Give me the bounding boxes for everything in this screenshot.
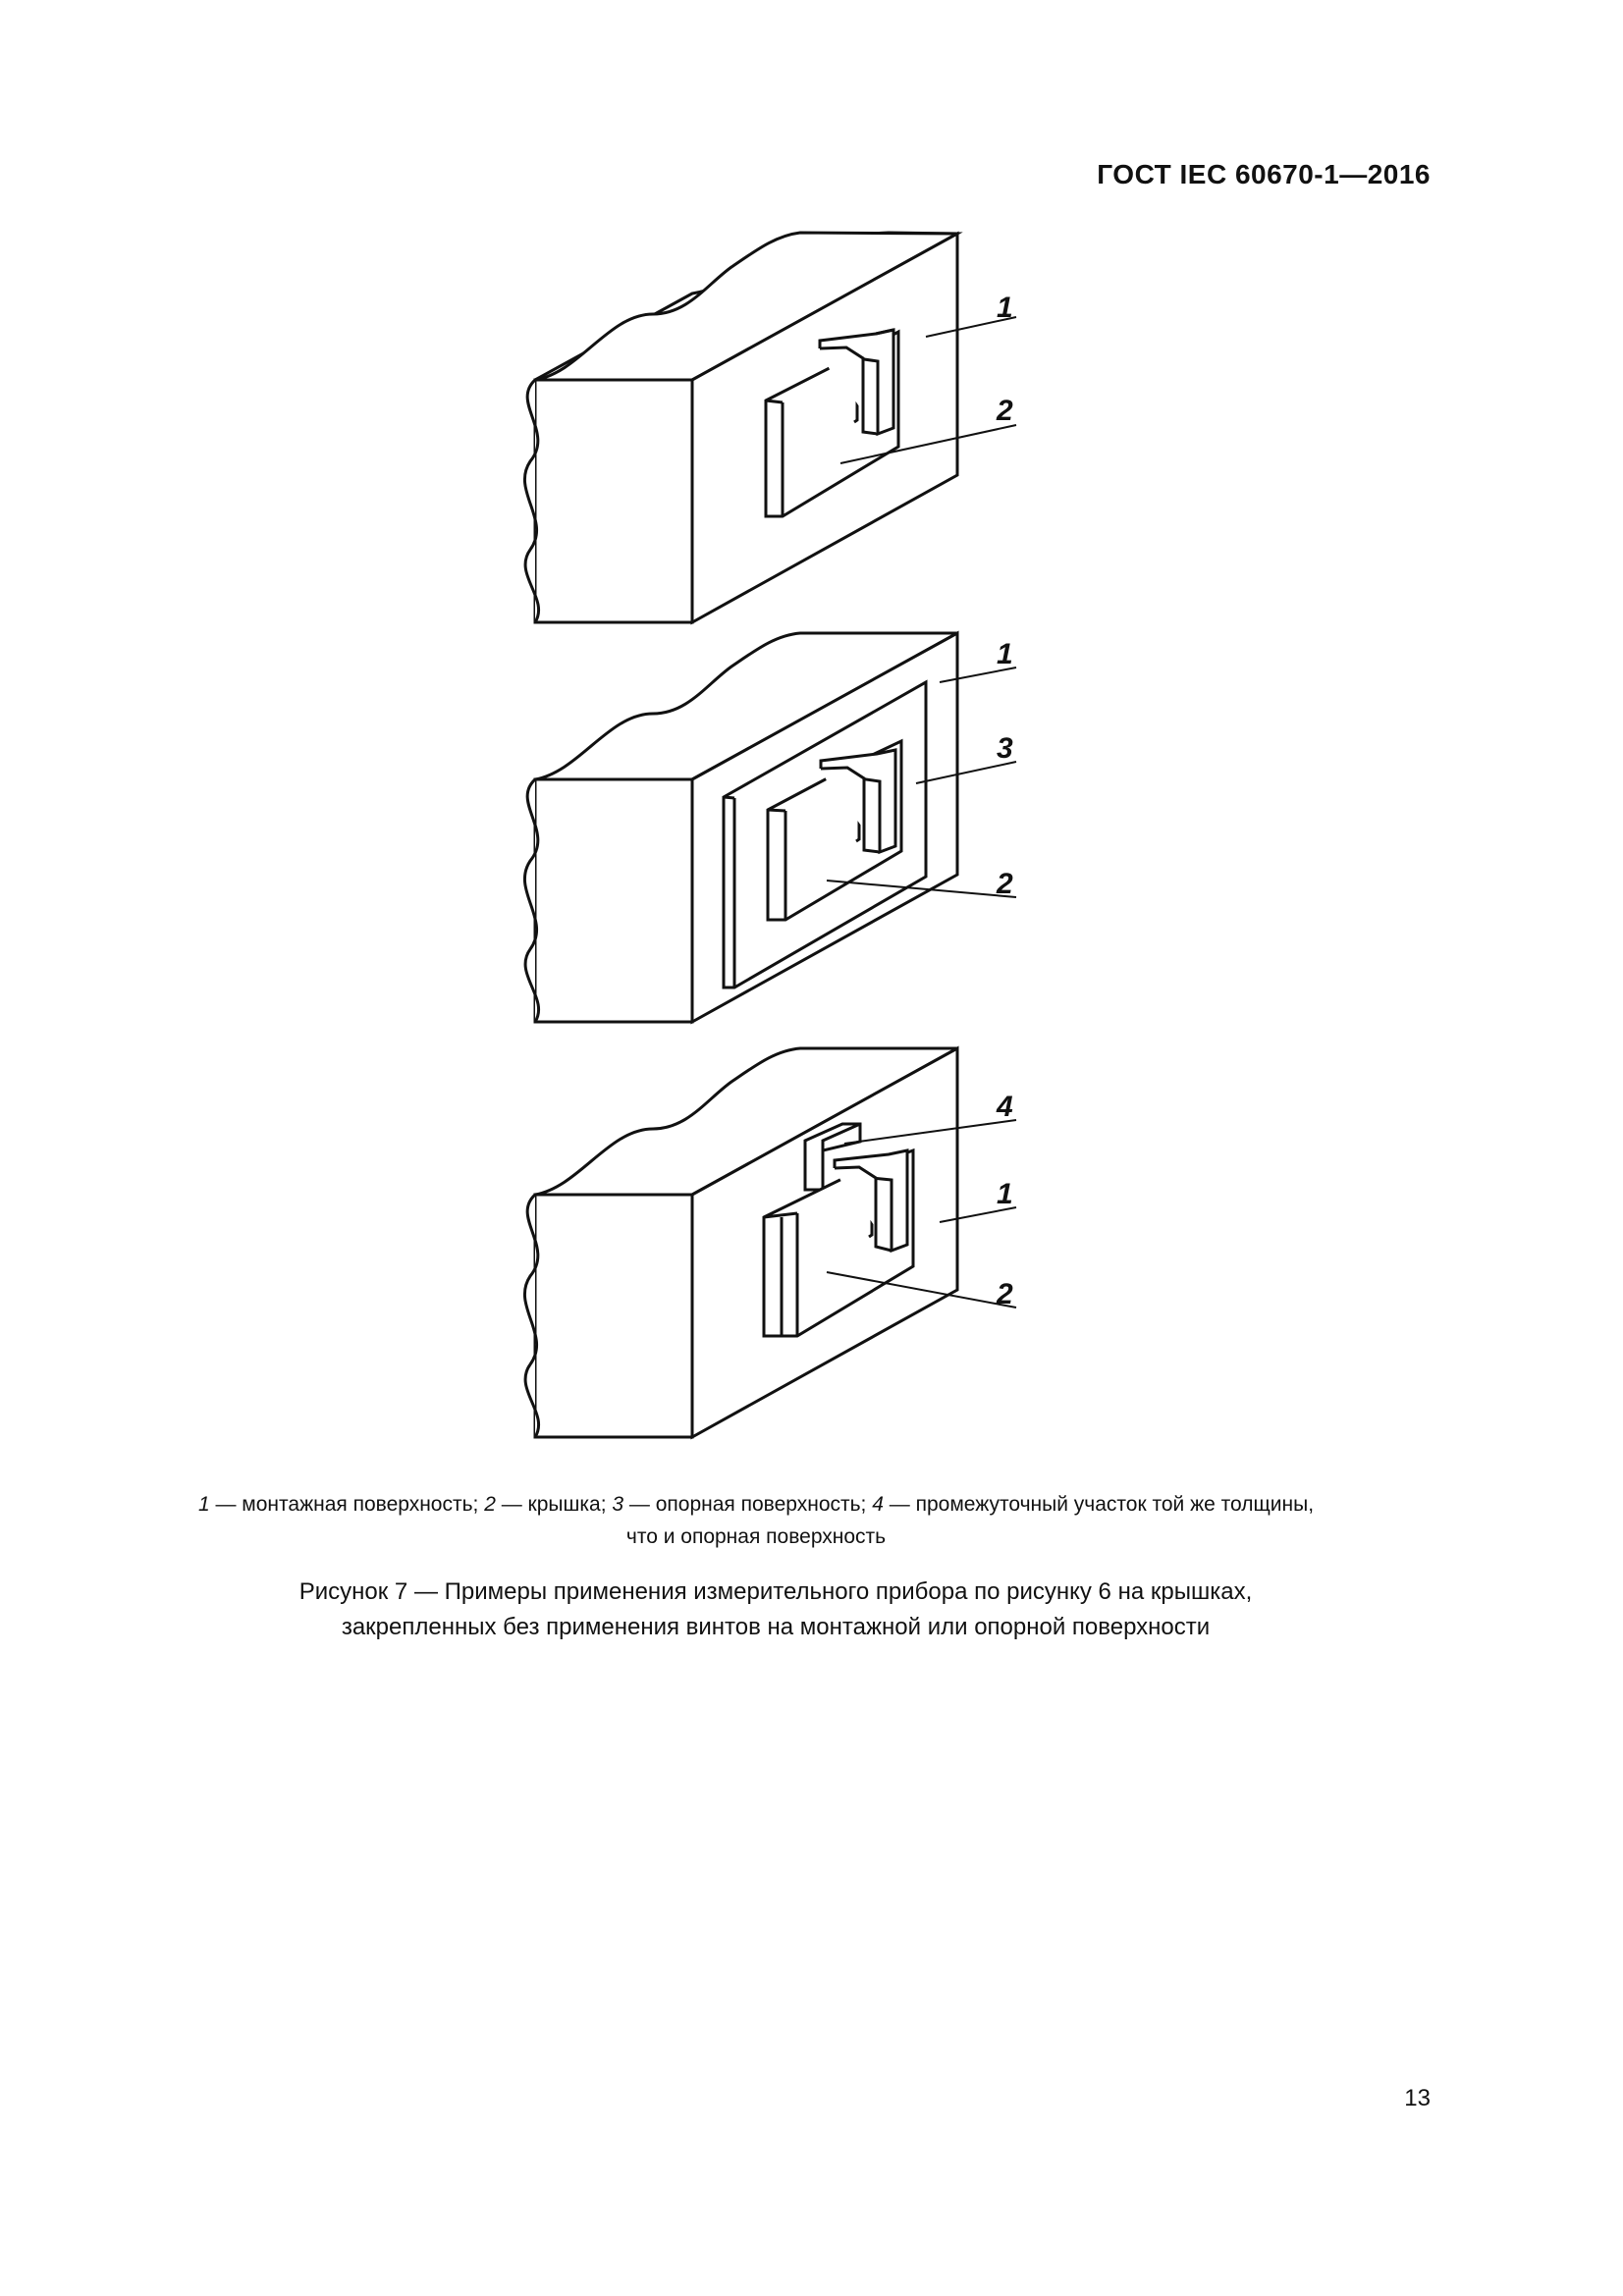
figure-caption [137, 1575, 1414, 1645]
legend-line-2: что и опорная поверхность [625, 1525, 887, 1548]
callout-label: 1 [997, 292, 1013, 324]
standard-header: ГОСТ IEC 60670-1—2016 [1097, 159, 1431, 189]
callout-label: 3 [997, 732, 1013, 765]
caption-line-2: закрепленных без применения винтов на монтажной или опорной поверхности [341, 1614, 1211, 1640]
legend-number: 4 [872, 1493, 884, 1516]
legend-text: — опорная поверхность; [623, 1493, 873, 1516]
legend-number: 3 [612, 1493, 624, 1516]
caption-line-1: Рисунок 7 — Примеры применения измерительного прибора по рисунку 6 на крышках, [298, 1578, 1253, 1605]
callout-label: 1 [997, 638, 1013, 670]
legend-number: 1 [197, 1493, 210, 1516]
legend-line-1 [118, 1488, 1394, 1521]
page-number: 13 [1404, 2085, 1431, 2111]
block-1-drawing [524, 233, 1016, 622]
legend-number: 2 [484, 1493, 496, 1516]
legend-text: — промежуточный участок той же толщины, [883, 1493, 1315, 1516]
legend-text: — крышка; [495, 1493, 613, 1516]
callout-label: 1 [997, 1178, 1013, 1210]
callout-label: 2 [997, 395, 1013, 427]
figure-legend [118, 1488, 1394, 1553]
callout-label: 4 [997, 1091, 1013, 1123]
callout-label: 2 [997, 1278, 1013, 1310]
block-3-drawing [524, 1048, 1016, 1437]
callout-label: 2 [997, 868, 1013, 900]
legend-text: — монтажная поверхность; [209, 1493, 485, 1516]
block-2-drawing [524, 633, 1016, 1022]
